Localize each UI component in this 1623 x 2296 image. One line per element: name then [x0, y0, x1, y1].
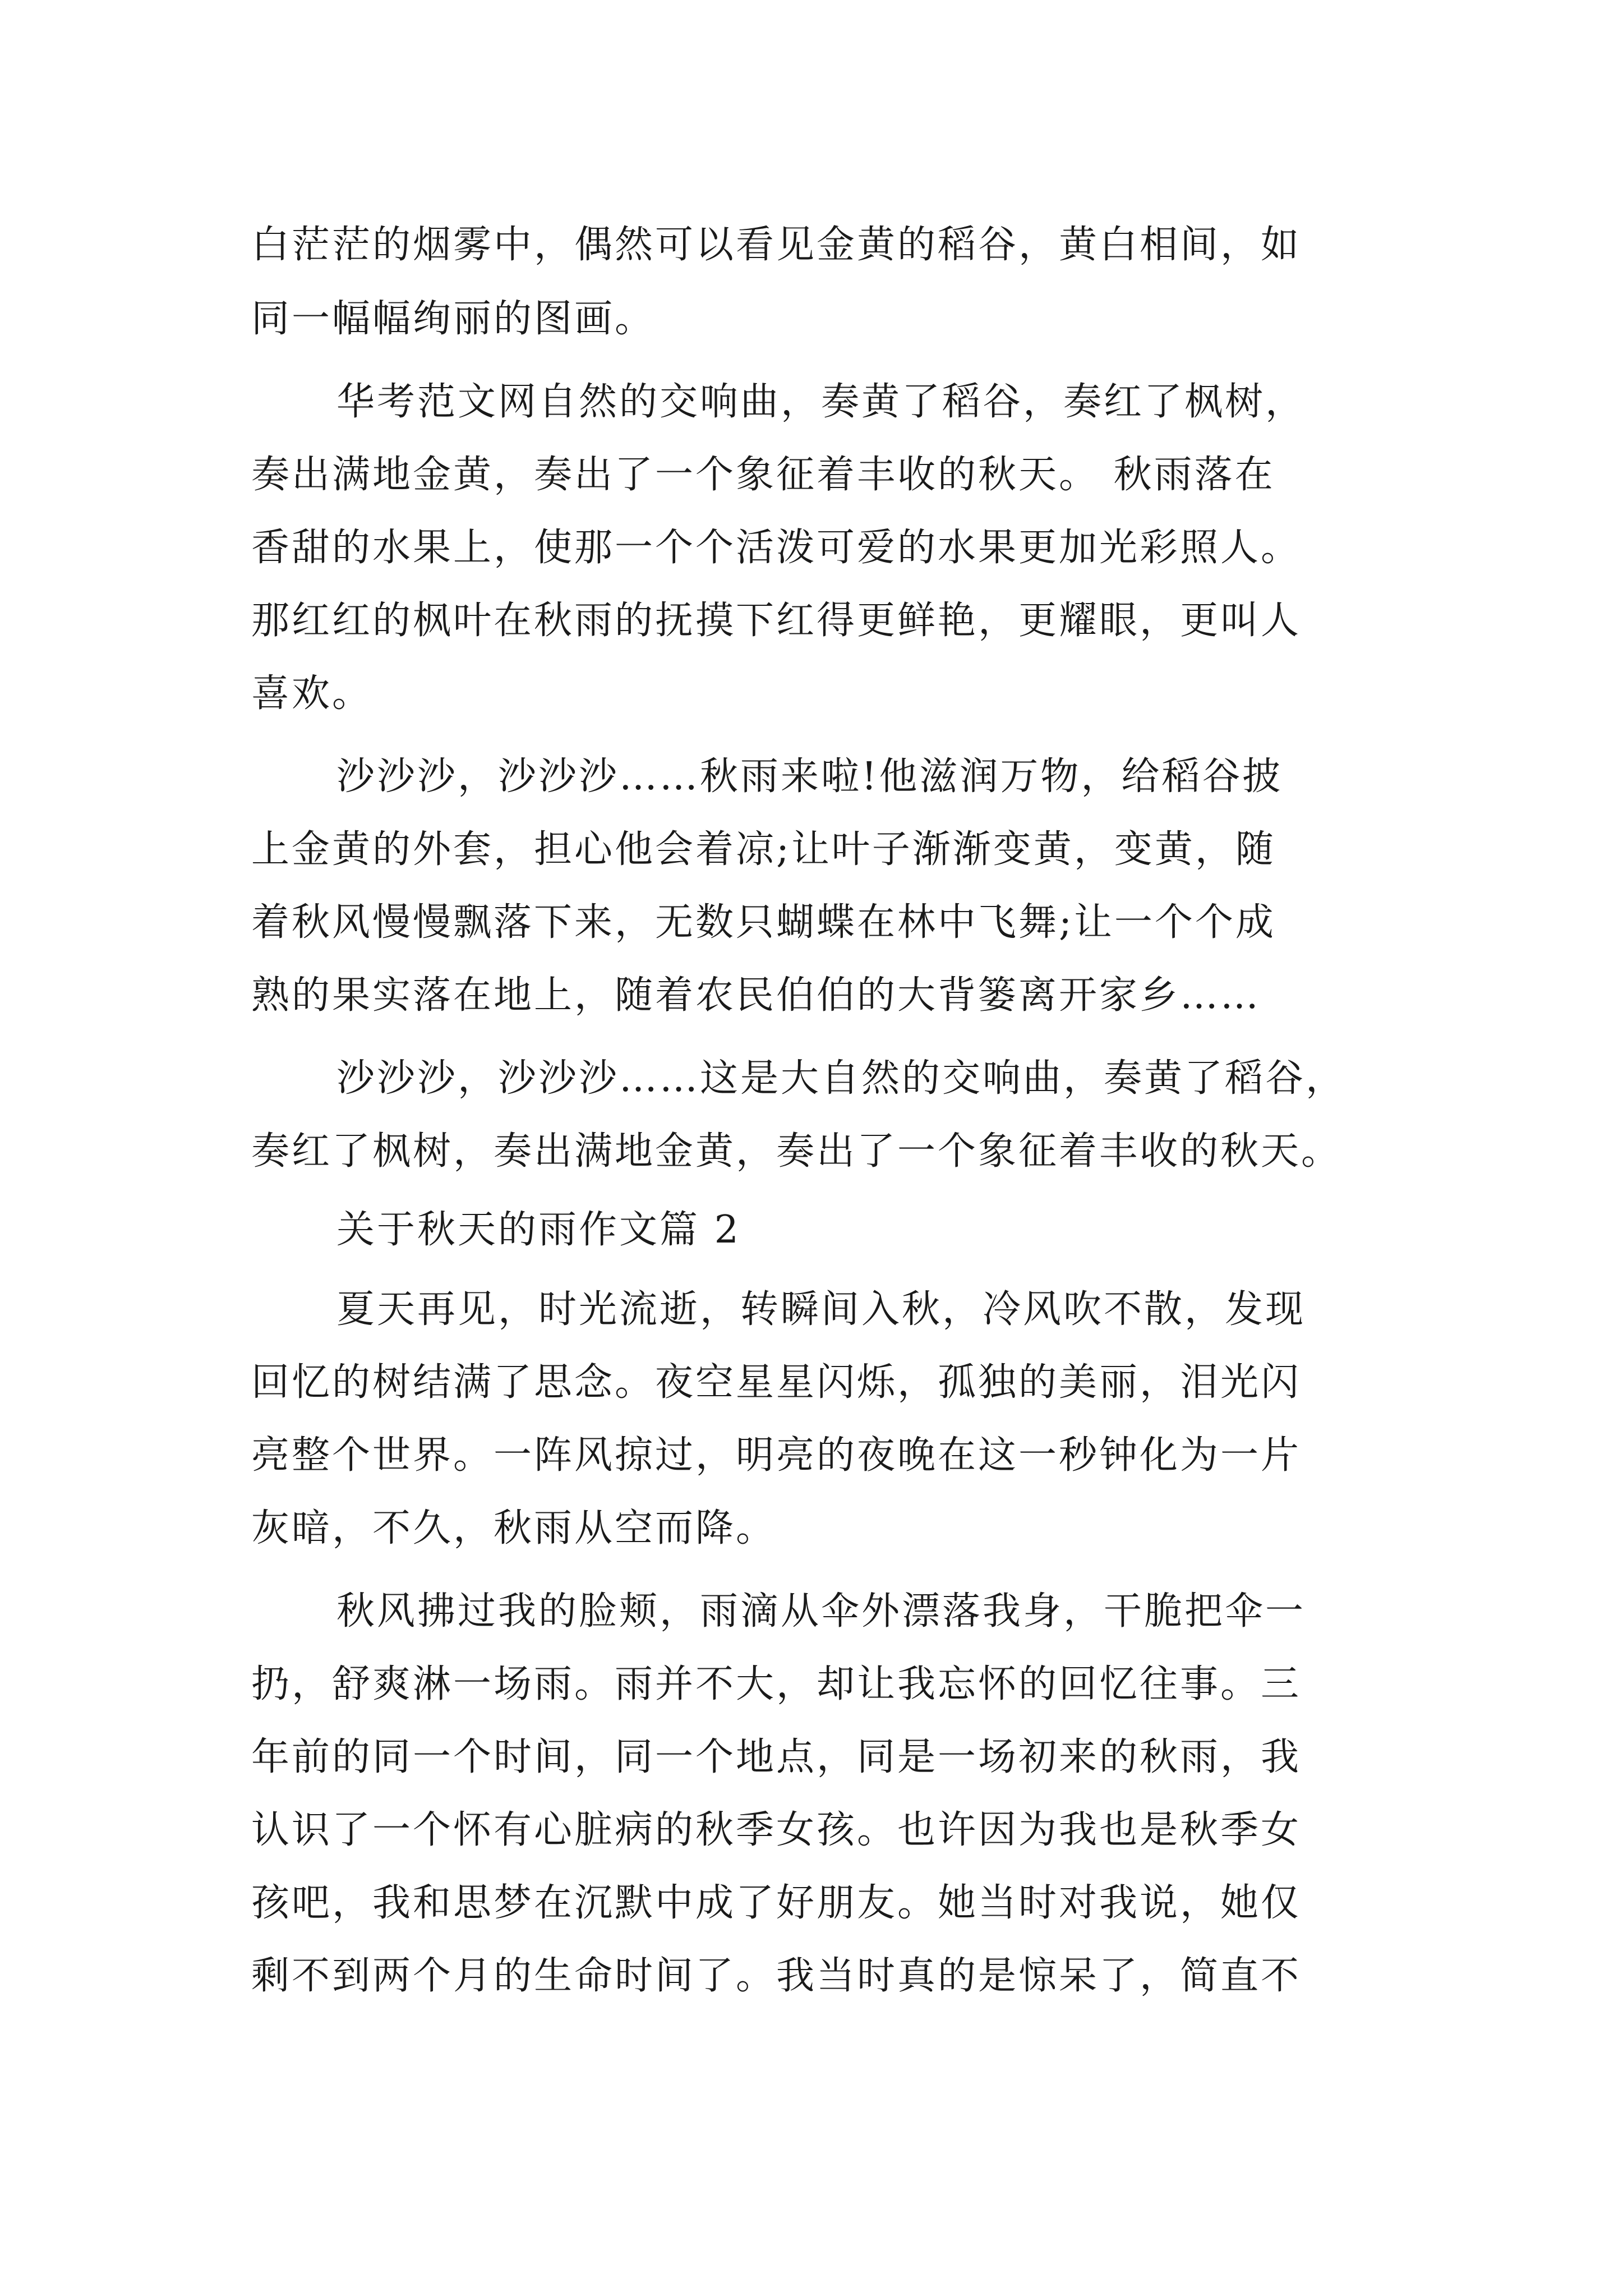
- text-line: 奏红了枫树，奏出满地金黄，奏出了一个象征着丰收的秋天。: [251, 1129, 1342, 1174]
- text-line: 香甜的水果上，使那一个个活泼可爱的水果更加光彩照人。: [251, 526, 1302, 570]
- text-line: 秋风拂过我的脸颊，雨滴从伞外漂落我身，干脆把伞一: [336, 1589, 1306, 1634]
- text-line: 那红红的枫叶在秋雨的抚摸下红得更鲜艳，更耀眼，更叫人: [251, 599, 1302, 643]
- text-line: 白茫茫的烟雾中，偶然可以看见金黄的稻谷，黄白相间，如: [251, 223, 1302, 267]
- text-line: 亮整个世界。一阵风掠过，明亮的夜晚在这一秒钟化为一片: [251, 1433, 1302, 1478]
- text-line: 熟的果实落在地上，随着农民伯伯的大背篓离开家乡……: [251, 973, 1261, 1018]
- text-line: 喜欢。: [251, 671, 373, 716]
- text-line: 奏出满地金黄，奏出了一个象征着丰收的秋天。 秋雨落在: [251, 453, 1275, 497]
- text-line: 着秋风慢慢飘落下来，无数只蝴蝶在林中飞舞;让一个个成: [251, 900, 1276, 945]
- text-line: 灰暗，不久，秋雨从空而降。: [251, 1506, 777, 1550]
- text-line: 夏天再见，时光流逝，转瞬间入秋，冷风吹不散，发现: [336, 1287, 1306, 1332]
- text-line: 回忆的树结满了思念。夜空星星闪烁，孤独的美丽，泪光闪: [251, 1360, 1302, 1405]
- text-line: 认识了一个怀有心脏病的秋季女孩。也许因为我也是秋季女: [251, 1808, 1302, 1852]
- text-line: 华考范文网自然的交响曲，奏黄了稻谷，奏红了枫树，: [336, 380, 1306, 424]
- text-line: 扔，舒爽淋一场雨。雨并不大，却让我忘怀的回忆往事。三: [251, 1662, 1302, 1706]
- text-line: 同一幅幅绚丽的图画。: [251, 297, 656, 341]
- text-line: 年前的同一个时间，同一个地点，同是一场初来的秋雨，我: [251, 1735, 1302, 1779]
- text-line: 上金黄的外套，担心他会着凉;让叶子渐渐变黄，变黄，随: [251, 827, 1276, 872]
- text-line: 剩不到两个月的生命时间了。我当时真的是惊呆了，简直不: [251, 1954, 1302, 1998]
- text-line: 沙沙沙，沙沙沙……这是大自然的交响曲，奏黄了稻谷，: [336, 1056, 1347, 1101]
- text-line: 孩吧，我和思梦在沉默中成了好朋友。她当时对我说，她仅: [251, 1881, 1302, 1925]
- section-heading: 关于秋天的雨作文篇 2: [336, 1208, 741, 1252]
- text-line: 沙沙沙，沙沙沙……秋雨来啦!他滋润万物，给稻谷披: [336, 754, 1283, 799]
